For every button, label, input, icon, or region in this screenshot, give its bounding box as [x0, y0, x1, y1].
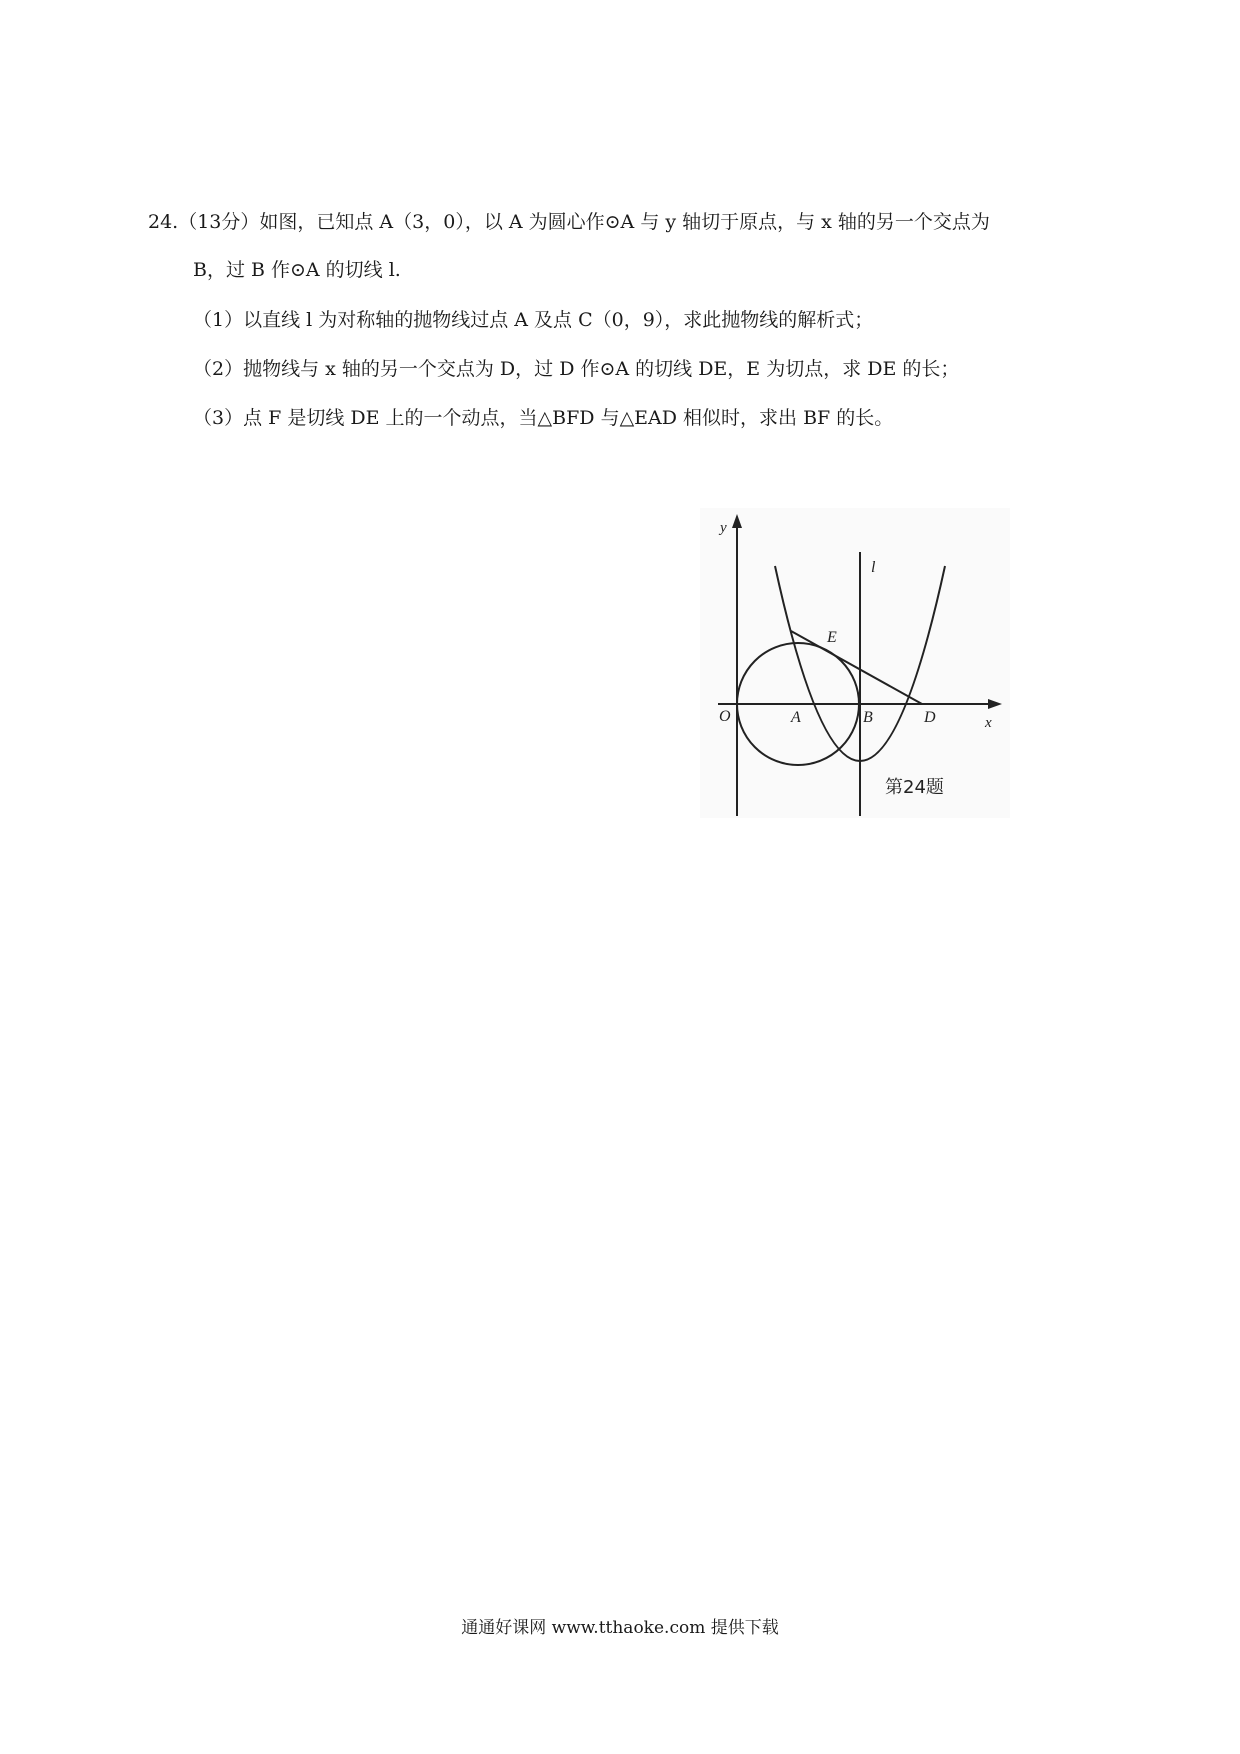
question-part-3: （3）点 F 是切线 DE 上的一个动点，当△BFD 与△EAD 相似时，求出 BF 的长。	[193, 407, 894, 429]
figure-caption: 第24题	[885, 777, 944, 798]
label-e: E	[827, 629, 837, 646]
label-x: x	[985, 715, 992, 731]
label-l: l	[871, 559, 876, 576]
label-y: y	[720, 520, 727, 536]
label-o: O	[719, 708, 731, 725]
figure-svg	[700, 508, 1010, 818]
figure-background	[700, 508, 1010, 818]
question-part-1: （1）以直线 l 为对称轴的抛物线过点 A 及点 C（0，9），求此抛物线的解析式；	[193, 309, 874, 331]
label-a: A	[791, 709, 801, 726]
geometry-figure	[700, 508, 1010, 818]
question-part-2: （2）抛物线与 x 轴的另一个交点为 D，过 D 作⊙A 的切线 DE，E 为切点，求 DE 的长；	[193, 358, 960, 380]
page-footer: 通通好课网 www.tthaoke.com 提供下载	[461, 1618, 779, 1638]
question-24-line-2: B，过 B 作⊙A 的切线 l.	[193, 259, 401, 281]
question-24-line-1: 24.（13分）如图，已知点 A（3，0），以 A 为圆心作⊙A 与 y 轴切于原点，与 x 轴的另一个交点为	[148, 211, 990, 233]
label-b: B	[863, 709, 873, 726]
label-d: D	[924, 709, 936, 726]
